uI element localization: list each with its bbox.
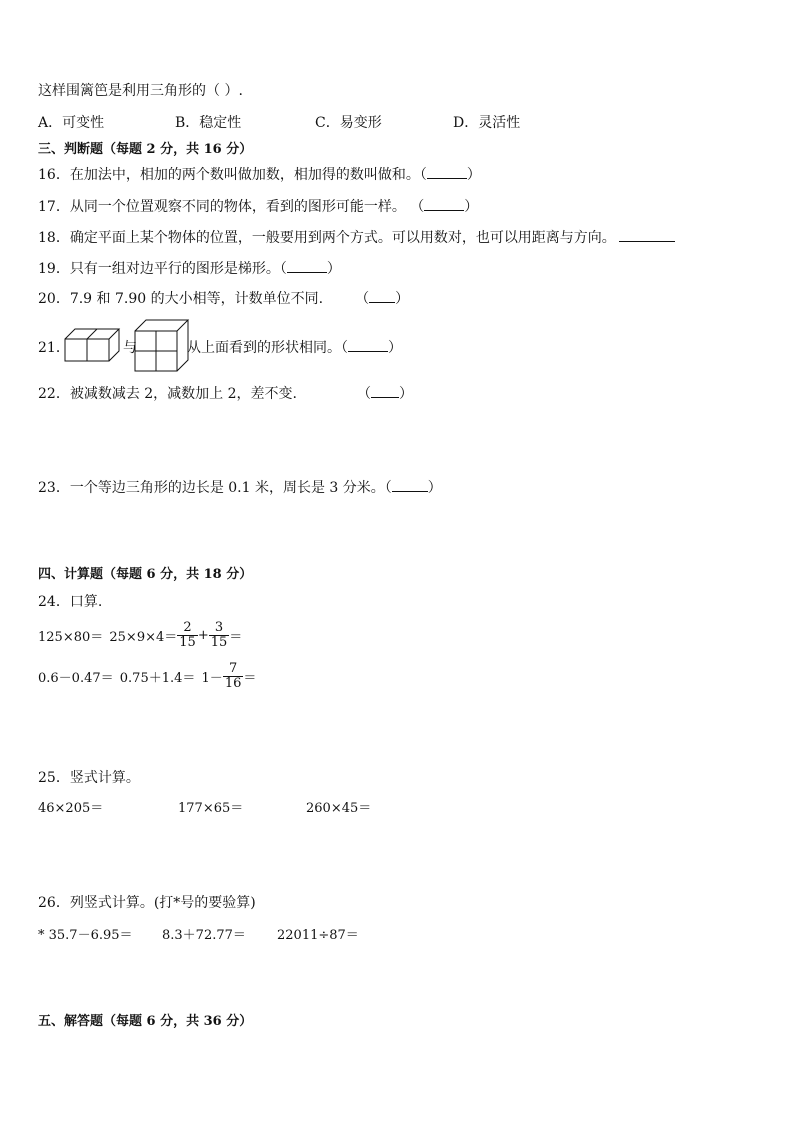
- question-16-close: ）: [466, 167, 481, 183]
- question-21-number: 21．: [38, 340, 70, 356]
- section-5-title: 五、解答题（每题 6 分，共 36 分）: [38, 1014, 253, 1029]
- vertical-calc-1: 46×205＝: [38, 801, 104, 816]
- column-calc-2: 8.3＋72.77＝: [162, 928, 246, 943]
- question-18-text: 18．确定平面上某个物体的位置，一般要用到两个方式。可以用数对，也可以用距离与方向。: [38, 230, 616, 246]
- answer-blank-21[interactable]: [348, 339, 388, 352]
- option-a: A．可变性: [38, 115, 105, 131]
- question-16-text: 16．在加法中，相加的两个数叫做加数，相加得的数叫做和。（: [38, 167, 427, 183]
- oral-calc-row-1: 125×80＝ 25×9×4＝ $\frac{2}{15}$ + $\frac{3}{15}$ ＝: [38, 620, 243, 650]
- section-3-title: 三、判断题（每题 2 分，共 16 分）: [38, 142, 253, 157]
- calc-0.6-0.47: 0.6－0.47＝: [38, 671, 114, 686]
- calc-125x80: 125×80＝: [38, 630, 104, 645]
- question-24-title: 24．口算.: [38, 594, 103, 610]
- question-21-close: ）: [388, 340, 402, 356]
- cube-figure-two-by-two: [134, 319, 190, 373]
- fraction-7-16: $\frac{7}{16}$: [224, 661, 242, 691]
- option-b: B．稳定性: [175, 115, 242, 131]
- question-20-open: （: [355, 291, 370, 307]
- question-21: [187, 339, 402, 357]
- section-4-title: 四、计算题（每题 6 分，共 18 分）: [38, 567, 253, 582]
- question-19: [38, 260, 341, 278]
- fraction-3-15: $\frac{3}{15}$: [210, 620, 228, 650]
- question-25-title: 25．竖式计算。: [38, 770, 140, 786]
- calc-25x9x4: 25×9×4＝: [109, 630, 178, 645]
- answer-blank-16[interactable]: [427, 166, 467, 179]
- question-23-close: ）: [427, 480, 442, 496]
- answer-blank-17[interactable]: [424, 198, 464, 211]
- question-21-text: 从上面看到的形状相同。（: [187, 340, 348, 356]
- option-c: C．易变形: [315, 115, 382, 131]
- question-20-close: ）: [395, 291, 410, 307]
- question-26-title: 26．列竖式计算。(打*号的要验算): [38, 895, 256, 911]
- question-19-text: 19．只有一组对边平行的图形是梯形。（: [38, 261, 287, 277]
- question-23-text: 23．一个等边三角形的边长是 0.1 米，周长是 3 分米。（: [38, 480, 392, 496]
- question-21-mid: 与: [123, 340, 137, 356]
- column-calc-1: * 35.7－6.95＝: [38, 928, 133, 943]
- question-17-close: ）: [464, 199, 479, 215]
- column-calc-3: 22011÷87＝: [277, 928, 359, 943]
- oral-calc-row-2: 0.6－0.47＝ 0.75＋1.4＝ 1－ $\frac{7}{16}$ ＝: [38, 661, 257, 691]
- question-22: [38, 385, 413, 403]
- vertical-calc-2: 177×65＝: [178, 801, 244, 816]
- answer-blank-22[interactable]: [371, 385, 399, 398]
- question-22-open: （: [356, 386, 371, 402]
- calc-0.75+1.4: 0.75＋1.4＝: [119, 671, 196, 686]
- question-15-stem: 这样围篱笆是利用三角形的（ ）.: [38, 83, 243, 99]
- question-22-text: 22．被减数减去 2，减数加上 2，差不变.: [38, 386, 297, 402]
- question-16: [38, 166, 481, 184]
- question-18: [38, 229, 675, 247]
- option-d: D．灵活性: [453, 115, 521, 131]
- answer-blank-18[interactable]: [619, 229, 675, 242]
- answer-blank-20[interactable]: [369, 290, 395, 303]
- question-20-text: 20．7.9 和 7.90 的大小相等，计数单位不同.: [38, 291, 324, 307]
- question-20: [38, 290, 409, 308]
- question-22-close: ）: [398, 386, 413, 402]
- question-23: [38, 479, 442, 497]
- cube-figure-two-in-row: [64, 327, 124, 365]
- answer-blank-19[interactable]: [287, 260, 327, 273]
- question-17: [38, 198, 478, 216]
- answer-blank-23[interactable]: [392, 479, 428, 492]
- calc-1-minus: 1－: [201, 671, 223, 686]
- vertical-calc-3: 260×45＝: [306, 801, 372, 816]
- question-17-text: 17．从同一个位置观察不同的物体，看到的图形可能一样。 （: [38, 199, 425, 215]
- fraction-2-15: $\frac{2}{15}$: [179, 620, 196, 650]
- question-19-close: ）: [326, 261, 341, 277]
